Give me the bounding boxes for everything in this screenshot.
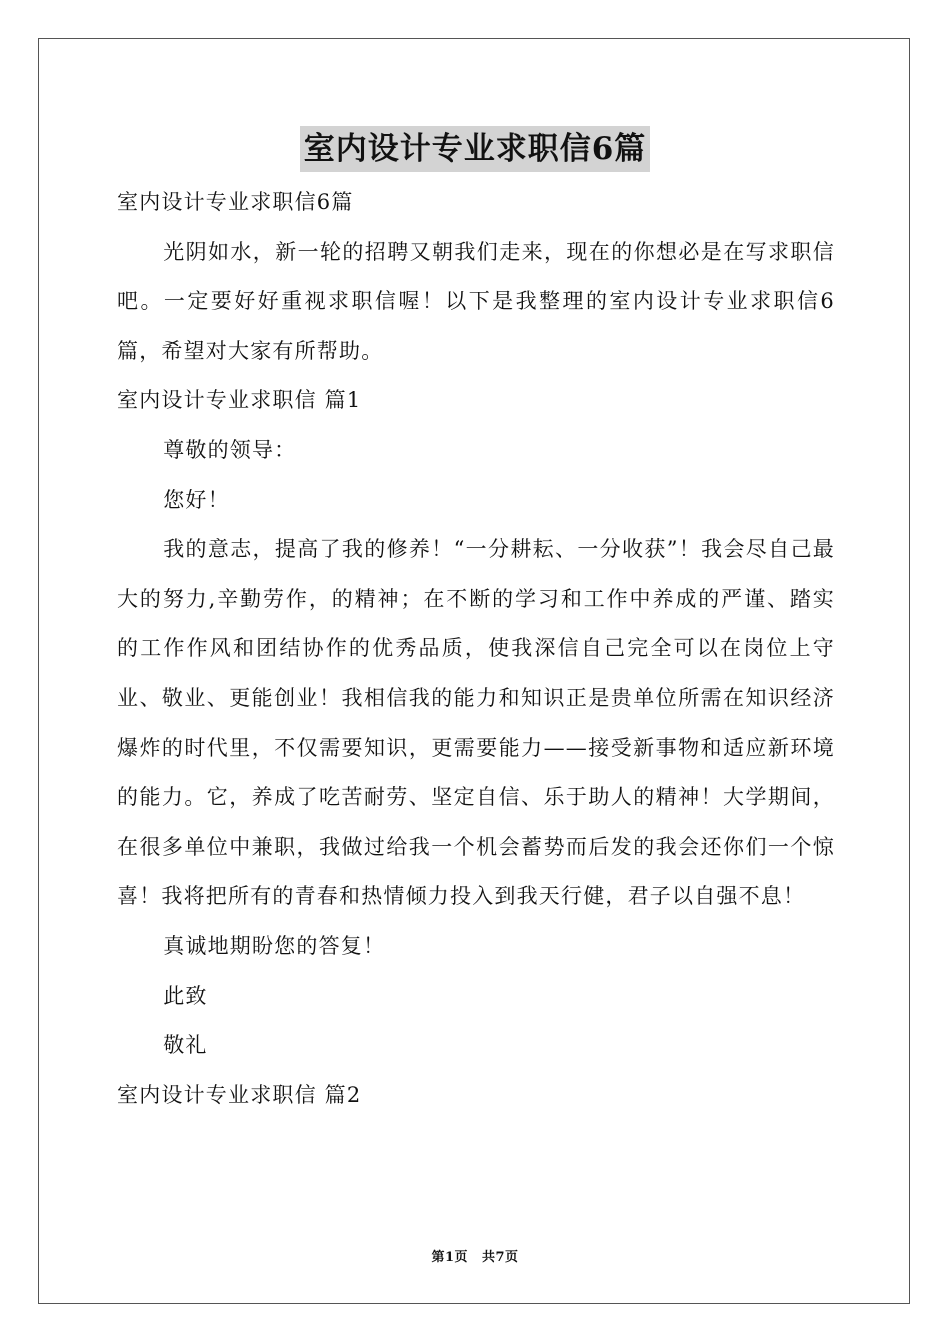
paragraph: 您好！ bbox=[163, 487, 230, 512]
paragraph: 此致 bbox=[163, 983, 208, 1008]
section-heading: 室内设计专业求职信 篇2 bbox=[117, 1082, 362, 1107]
document-body bbox=[117, 178, 835, 1120]
title-container bbox=[0, 126, 950, 172]
paragraph: 我的意志，提高了我的修养！“一分耕耘、一分收获”！我会尽自己最大的努力,辛勤劳作，的精神；在不断的学习和工作中养成的严谨、踏实的工作作风和团结协作的优秀品质，使我深信自己完全可以在岗位上守业、敬业、更能创业！我相信我的能力和知识正是贵单位所需在知识经济爆炸的时代里，不仅需要知识，更需要能力——接受新事物和适应新环境的能力。它，养成了吃苦耐劳、坚定自信、乐于助人的精神！大学期间，在很多单位中兼职，我做过给我一个机会蓄势而后发的我会还你们一个惊喜！我将把所有的青春和热情倾力投入到我天行健，君子以自强不息！ bbox=[117, 537, 835, 909]
document-title: 室内设计专业求职信6篇 bbox=[300, 126, 651, 172]
paragraph: 光阴如水，新一轮的招聘又朝我们走来，现在的你想必是在写求职信吧。一定要好好重视求职信喔！以下是我整理的室内设计专业求职信6篇，希望对大家有所帮助。 bbox=[117, 239, 835, 363]
page-footer bbox=[0, 1246, 950, 1265]
paragraph: 尊敬的领导： bbox=[163, 437, 297, 462]
page-total: 共7页 bbox=[482, 1250, 519, 1265]
paragraph: 室内设计专业求职信6篇 bbox=[117, 190, 354, 214]
paragraph: 敬礼 bbox=[163, 1033, 208, 1058]
paragraph: 真诚地期盼您的答复！ bbox=[163, 933, 386, 958]
page-number: 第1页 bbox=[431, 1250, 468, 1265]
section-heading: 室内设计专业求职信 篇1 bbox=[117, 388, 362, 413]
